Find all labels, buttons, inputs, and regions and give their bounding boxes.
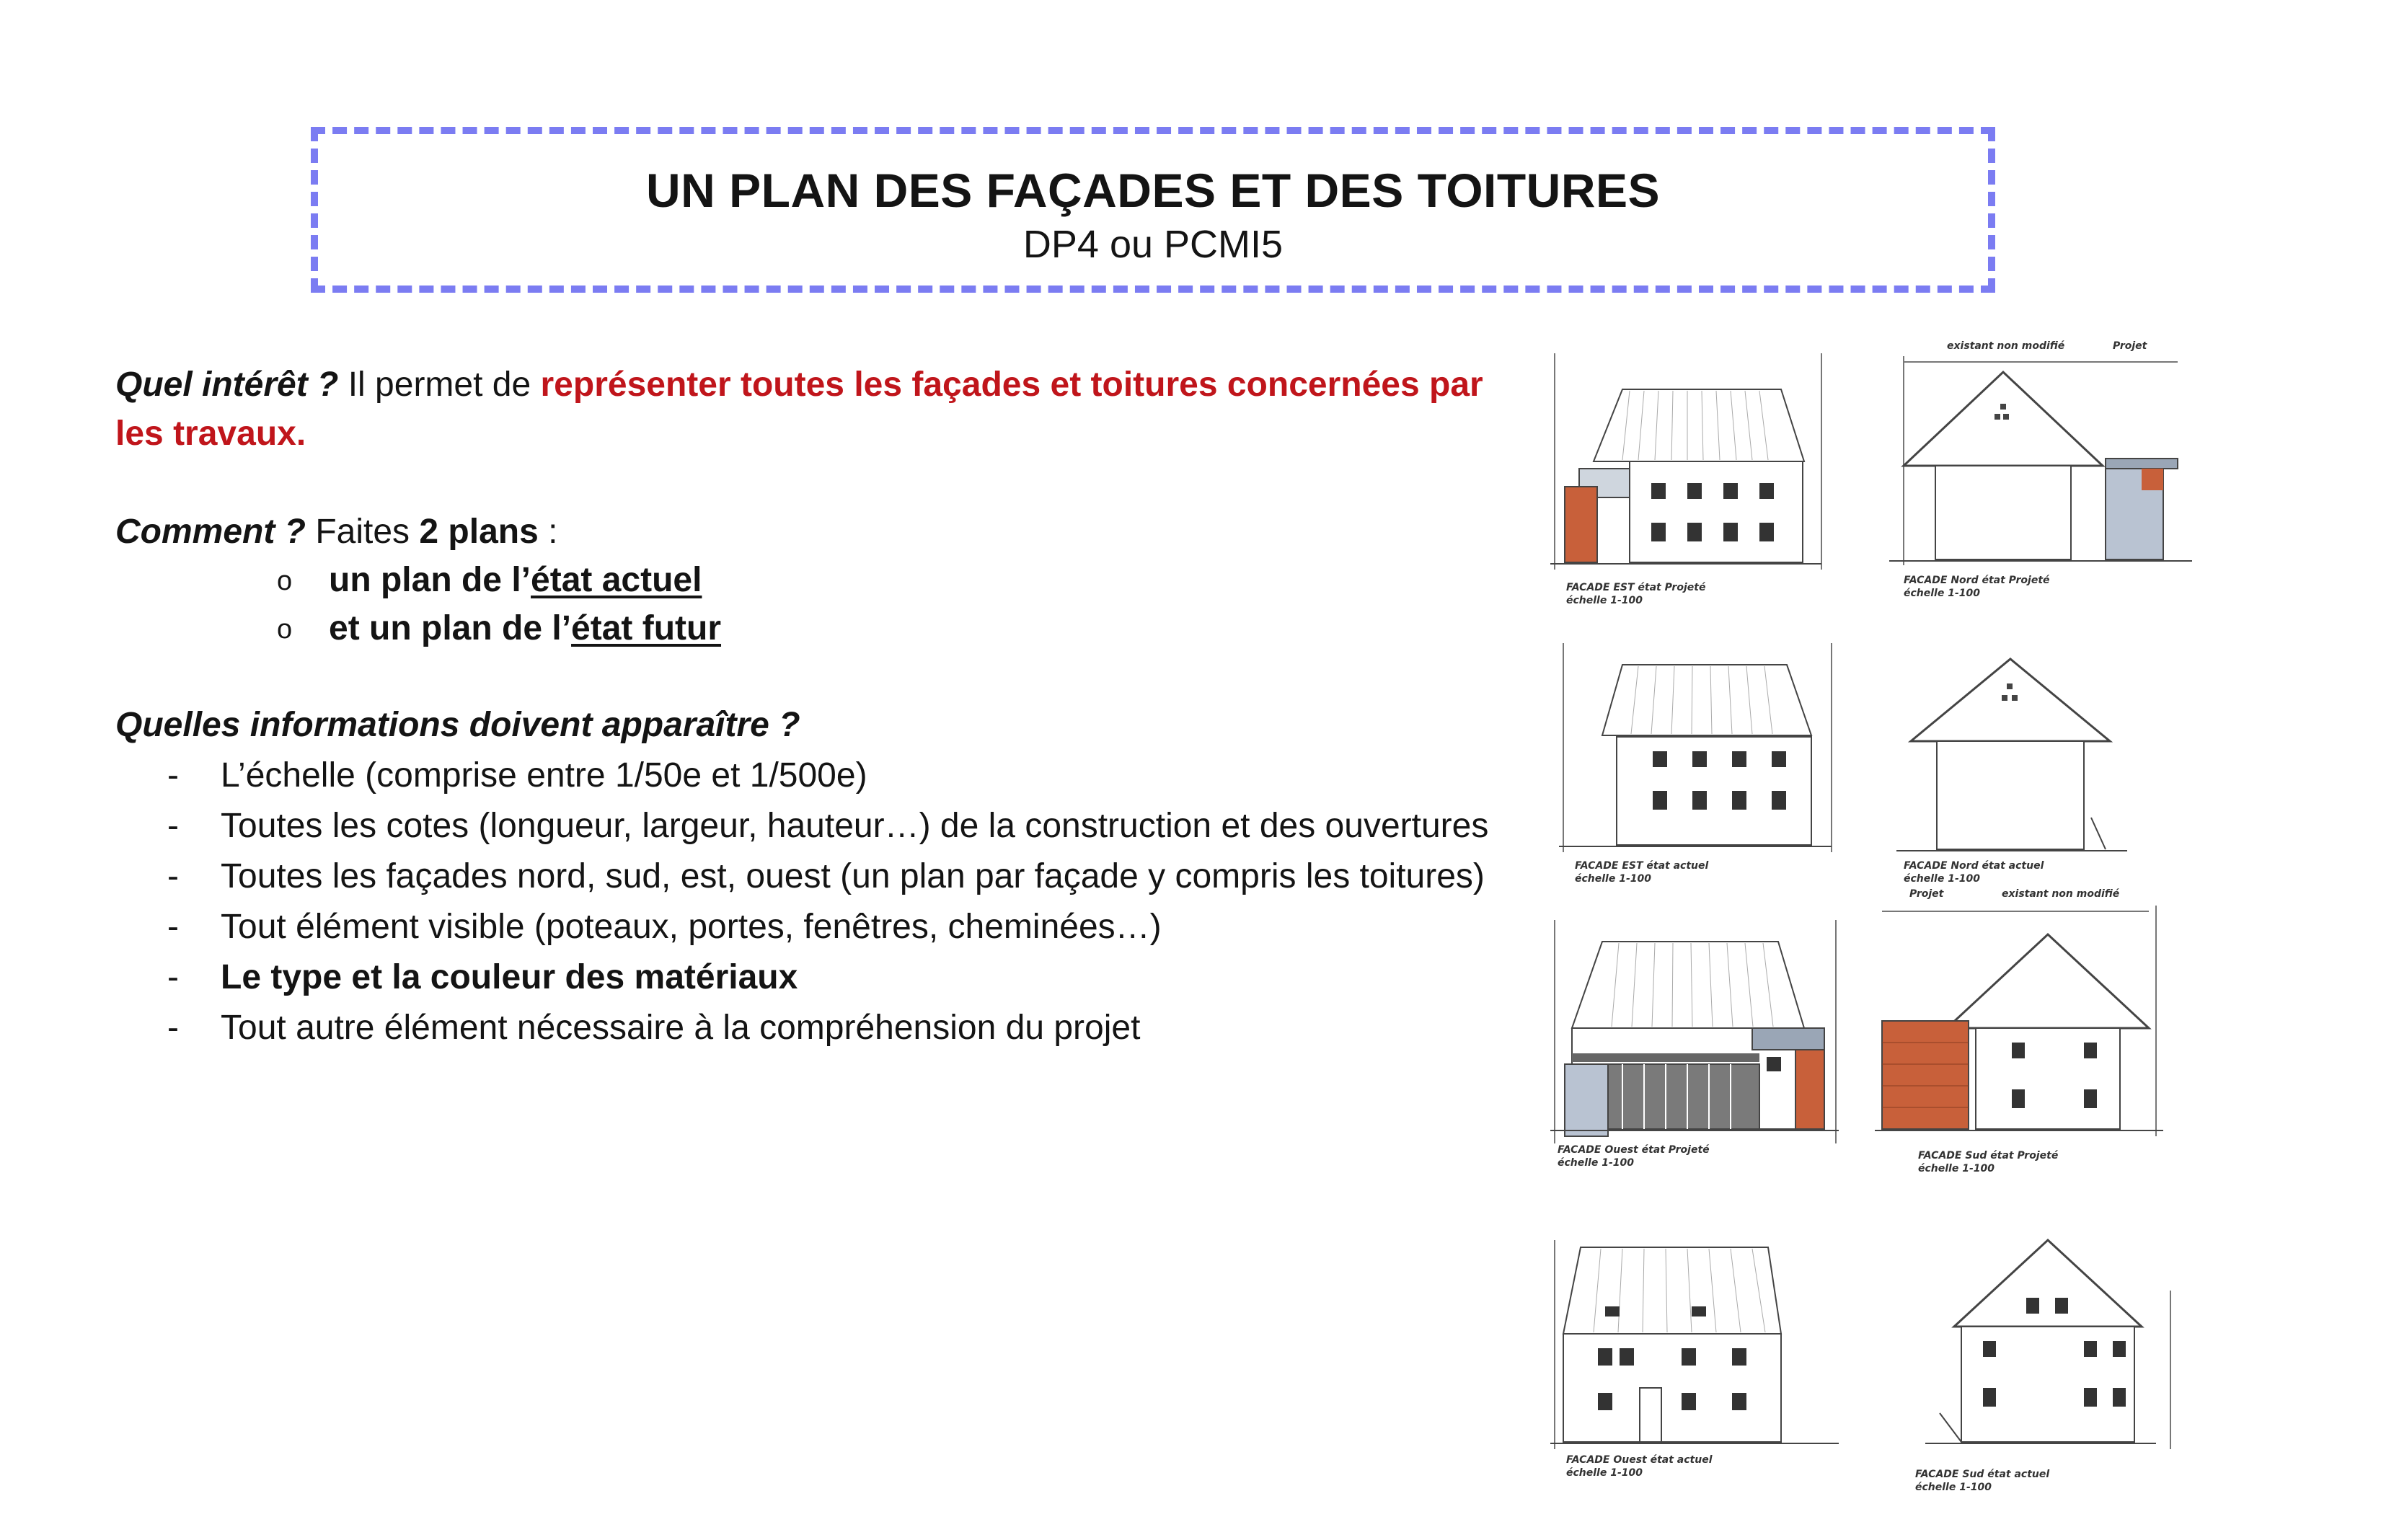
interet-highlight-2: les travaux.	[115, 415, 306, 453]
caption-line: FACADE Sud état Projeté	[1918, 1150, 2059, 1161]
title-box	[311, 127, 1995, 293]
comment-bold: 2 plans	[419, 513, 539, 551]
caption-scale: échelle 1-100	[1918, 1163, 1995, 1174]
caption-facade-ouest-actuel	[1566, 1453, 1713, 1479]
list-item-prefix: un plan de l’	[329, 561, 531, 599]
list-item	[329, 556, 702, 605]
caption-scale: échelle 1-100	[1575, 873, 1651, 885]
facade-ouest-projet-drawing	[1550, 920, 1860, 1158]
facade-sud-projet-drawing	[1875, 906, 2192, 1143]
caption-scale: échelle 1-100	[1566, 1467, 1643, 1479]
info-item: L’échelle (comprise entre 1/50e et 1/500e)	[221, 756, 867, 795]
list-item-prefix: et un plan de l’	[329, 609, 572, 647]
info-item: Toutes les façades nord, sud, est, ouest (un plan par façade y compris les toitures)	[221, 857, 1485, 895]
comment-text: Faites	[306, 513, 420, 551]
info-item: Tout autre élément nécessaire à la compréhension du projet	[221, 1009, 1141, 1047]
list-item-underlined: état actuel	[531, 561, 702, 599]
info-item: Le type et la couleur des matériaux	[221, 958, 798, 996]
dash-icon: -	[167, 756, 179, 795]
comment-label: Comment ?	[115, 513, 306, 551]
comment-text-after: :	[538, 513, 558, 551]
caption-facade-est-projet	[1566, 581, 1705, 607]
caption-facade-sud-actuel	[1915, 1468, 2049, 1494]
caption-facade-sud-projet	[1918, 1149, 2058, 1175]
annotation-project: Projet	[2113, 340, 2147, 352]
annotation-existing: existant non modifié	[2002, 888, 2120, 900]
dash-icon: -	[167, 1009, 179, 1047]
infos-label: Quelles informations doivent apparaître ?	[115, 706, 800, 744]
info-item: Toutes les cotes (longueur, largeur, hauteur…) de la construction et des ouvertures	[221, 807, 1489, 845]
caption-facade-ouest-projet	[1558, 1143, 1710, 1169]
annotation-project: Projet	[1909, 888, 1944, 900]
caption-line: FACADE Sud état actuel	[1915, 1469, 2050, 1480]
caption-line: FACADE Ouest état actuel	[1566, 1454, 1713, 1466]
dash-icon: -	[167, 908, 179, 946]
caption-scale: échelle 1-100	[1904, 873, 1980, 885]
interet-label: Quel intérêt ?	[115, 366, 339, 404]
page-subtitle: DP4 ou PCMI5	[1022, 223, 1284, 266]
list-item	[329, 604, 721, 653]
caption-facade-est-actuel	[1575, 859, 1708, 885]
bullet-icon: o	[277, 566, 293, 596]
caption-line: FACADE EST état Projeté	[1566, 582, 1706, 593]
caption-facade-nord-projet	[1904, 574, 2050, 600]
dash-icon: -	[167, 857, 179, 895]
caption-line: FACADE Nord état Projeté	[1904, 575, 2050, 586]
facade-est-actuel-drawing	[1559, 643, 1847, 859]
facade-est-projet-drawing	[1550, 353, 1853, 584]
facade-sud-actuel-drawing	[1911, 1233, 2185, 1456]
caption-facade-nord-actuel	[1904, 859, 2044, 885]
interet-highlight-1: représenter toutes les façades et toitures concernées par	[540, 366, 1483, 404]
info-item: Tout élément visible (poteaux, portes, fenêtres, cheminées…)	[221, 908, 1162, 946]
dash-icon: -	[167, 958, 179, 996]
annotation-existing: existant non modifié	[1947, 340, 2065, 352]
dash-icon: -	[167, 807, 179, 845]
caption-scale: échelle 1-100	[1558, 1157, 1634, 1169]
interet-text: Il permet de	[338, 366, 541, 404]
facade-ouest-actuel-drawing	[1550, 1240, 1853, 1456]
page-title: UN PLAN DES FAÇADES ET DES TOITURES	[645, 164, 1661, 217]
comment-paragraph	[115, 508, 557, 557]
caption-scale: échelle 1-100	[1915, 1482, 1992, 1493]
list-item-underlined: état futur	[571, 609, 722, 647]
interet-paragraph	[115, 360, 1483, 410]
caption-line: FACADE Ouest état Projeté	[1558, 1144, 1710, 1156]
caption-scale: échelle 1-100	[1566, 595, 1643, 606]
caption-line: FACADE Nord état actuel	[1904, 860, 2044, 872]
caption-scale: échelle 1-100	[1904, 588, 1980, 599]
caption-line: FACADE EST état actuel	[1575, 860, 1709, 872]
facade-nord-projet-drawing	[1889, 356, 2206, 572]
bullet-icon: o	[277, 614, 293, 645]
facade-nord-actuel-drawing	[1896, 652, 2142, 861]
